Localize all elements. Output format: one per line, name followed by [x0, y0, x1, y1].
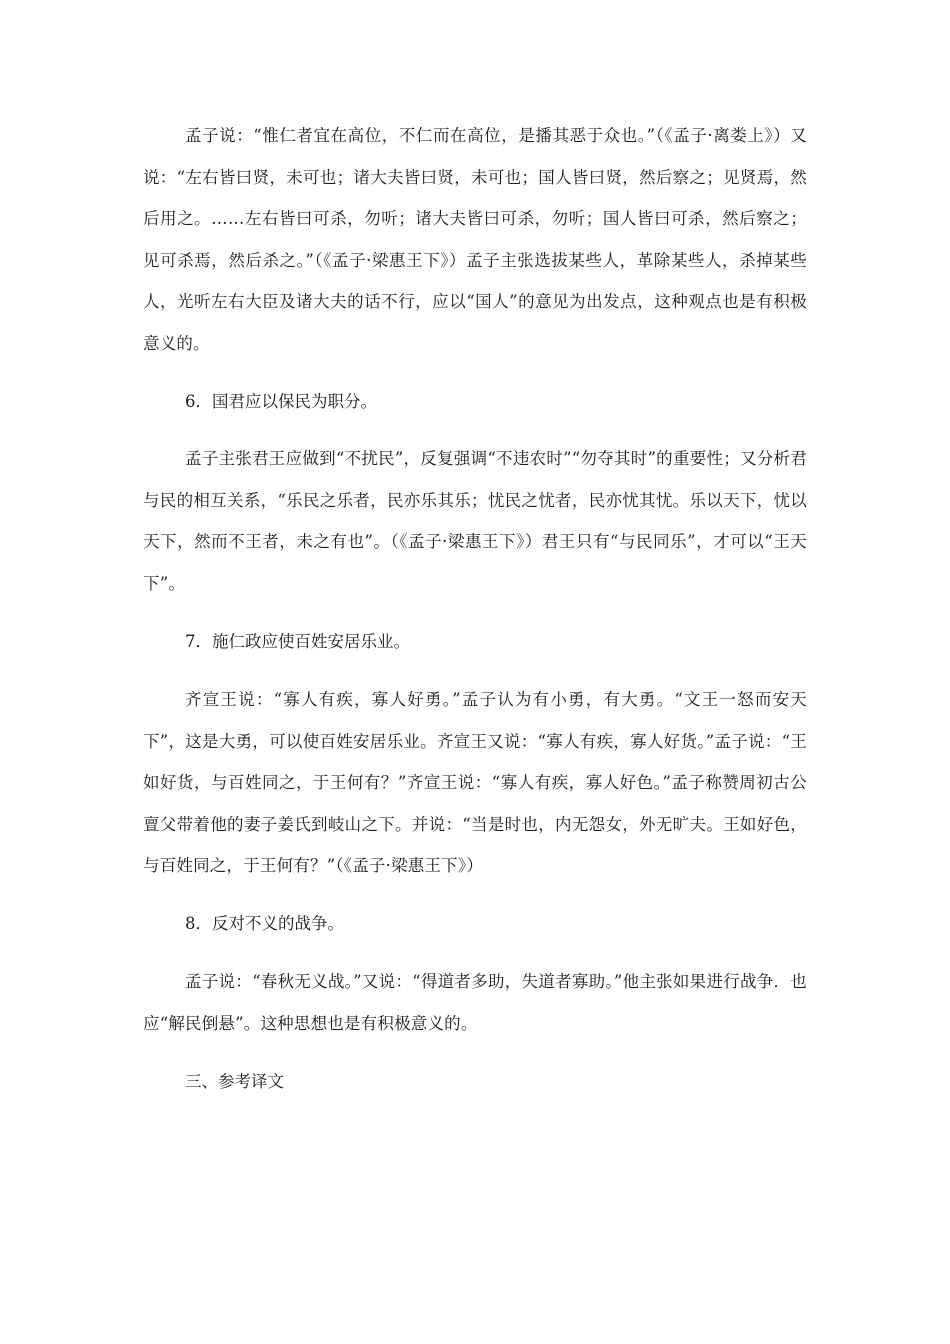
paragraph-unjust-war: 孟子说：“春秋无义战。”又说：“得道者多助，失道者寡助。”他主张如果进行战争．也应“解民倒悬”。这种思想也是有积极意义的。	[143, 972, 807, 1033]
paragraph-benevolent-governance: 齐宣王说：“寡人有疾，寡人好勇。”孟子认为有小勇，有大勇。“文王一怒而安天下”，这是大勇，可以使百姓安居乐业。齐宣王又说：“寡人有疾，寡人好货。”孟子说：“王如好货，与百姓同之，于王何有？”齐宣王说：“寡人有疾，寡人好色。”孟子称赞周初古公亶父带着他的妻子姜氏到岐山之下。并说：“当是时也，内无怨女，外无旷夫。王如好色，与百姓同之，于王何有？”（《孟子·梁惠王下》）	[143, 690, 807, 875]
heading-section-reference-translation: 三、参考译文	[185, 1072, 284, 1091]
heading-point-8: 8．反对不义的战争。	[185, 914, 344, 933]
paragraph-mencius-selection: 孟子说：“惟仁者宜在高位，不仁而在高位，是播其恶于众也。”（《孟子·离娄上》）又说：“左右皆曰贤，未可也；诸大夫皆曰贤，未可也；国人皆曰贤，然后察之；见贤焉，然后用之。……左右皆曰可杀，勿听；诸大夫皆曰可杀，勿听；国人皆曰可杀，然后察之；见可杀焉，然后杀之。”（《孟子·梁惠王下》）孟子主张选拔某些人，革除某些人，杀掉某些人，光听左右大臣及诸大夫的话不行，应以“国人”的意见为出发点，这种观点也是有积极意义的。	[143, 126, 807, 353]
heading-point-6: 6．国君应以保民为职分。	[185, 392, 377, 411]
heading-point-7: 7．施仁政应使百姓安居乐业。	[185, 632, 410, 651]
paragraph-protect-people: 孟子主张君王应做到“不扰民”，反复强调“不违农时”“勿夺其时”的重要性；又分析君与民的相互关系，“乐民之乐者，民亦乐其乐；忧民之忧者，民亦忧其忧。乐以天下，忧以天下，然而不王者，未之有也”。（《孟子·梁惠王下》）君王只有“与民同乐”，才可以“王天下”。	[143, 449, 807, 593]
